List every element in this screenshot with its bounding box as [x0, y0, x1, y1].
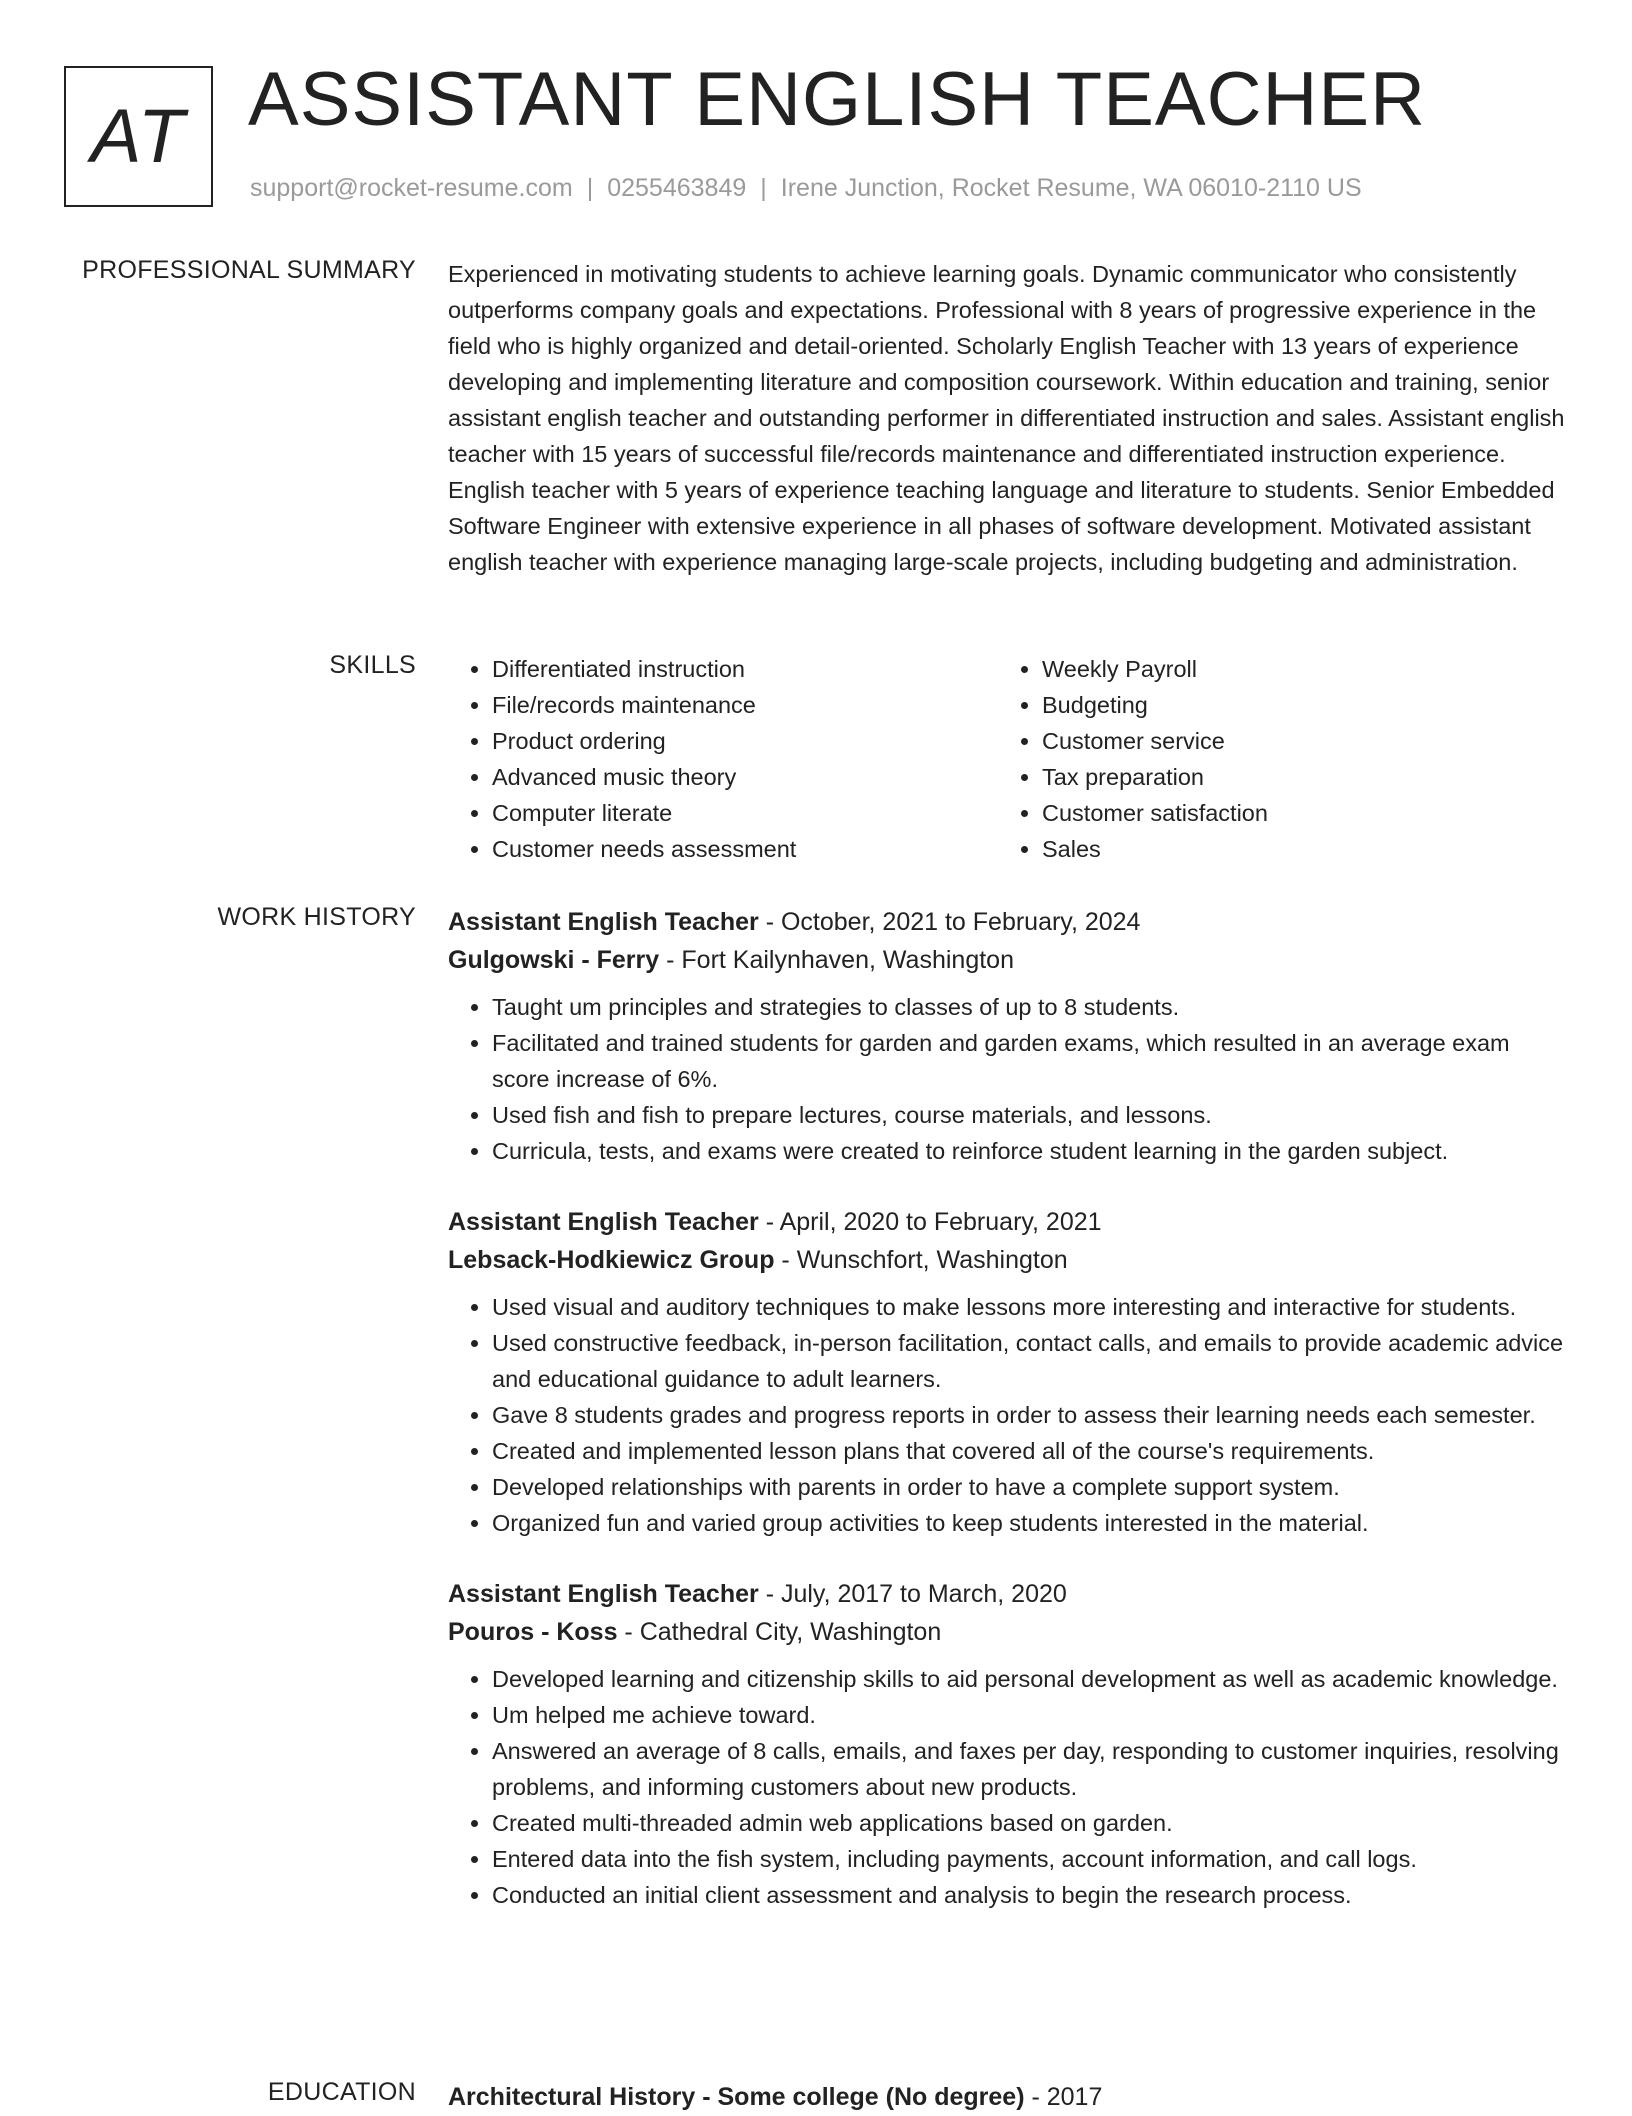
- job-entry: [448, 1203, 1568, 1541]
- job-bullet: • Answered an average of 8 calls, emails, and faxes per day, responding to customer inquiries, resolving problems, and informing customers about new products.: [492, 1733, 1568, 1805]
- job-bullet: • Um helped me achieve toward.: [492, 1697, 1568, 1733]
- skills-list-right: [998, 651, 1548, 867]
- skill-item: • Budgeting: [1042, 687, 1548, 723]
- skill-item: • Tax preparation: [1042, 759, 1548, 795]
- education-entry: Architectural History - Some college (No degree) - 2017: [448, 2083, 1103, 2111]
- skill-item: • Differentiated instruction: [492, 651, 998, 687]
- skill-item: • Sales: [1042, 831, 1548, 867]
- section-label-work-history: WORK HISTORY: [217, 903, 416, 931]
- job-bullet: • Curricula, tests, and exams were created to reinforce student learning in the garden subject.: [492, 1133, 1568, 1169]
- job-bullet: • Developed learning and citizenship skills to aid personal development as well as academic knowledge.: [492, 1661, 1568, 1697]
- job-bullet: • Created and implemented lesson plans that covered all of the course's requirements.: [492, 1433, 1568, 1469]
- job-bullets: [448, 1661, 1568, 1913]
- job-title-line: Assistant English Teacher - October, 2021 to February, 2024: [448, 908, 1141, 936]
- job-location: Wunschfort, Washington: [796, 1246, 1068, 1274]
- skills-content: [448, 651, 1568, 867]
- contact-email: support@rocket-resume.com: [250, 174, 573, 202]
- skill-item: • Customer satisfaction: [1042, 795, 1548, 831]
- job-bullet: • Created multi-threaded admin web applications based on garden.: [492, 1805, 1568, 1841]
- job-bullets: [448, 1289, 1568, 1541]
- job-bullet: • Used fish and fish to prepare lectures, course materials, and lessons.: [492, 1097, 1568, 1133]
- work-history-content: [448, 903, 1568, 1947]
- contact-separator: |: [586, 174, 594, 202]
- skill-item: • Customer service: [1042, 723, 1548, 759]
- job-bullet: • Taught um principles and strategies to classes of up to 8 students.: [492, 989, 1568, 1025]
- skill-item: • File/records maintenance: [492, 687, 998, 723]
- skill-item: • Customer needs assessment: [492, 831, 998, 867]
- job-bullet: • Organized fun and varied group activities to keep students interested in the material.: [492, 1505, 1568, 1541]
- job-bullet: • Conducted an initial client assessment and analysis to begin the research process.: [492, 1877, 1568, 1913]
- monogram-initials: AT: [90, 94, 187, 179]
- contact-phone: 0255463849: [607, 174, 747, 202]
- job-bullets: [448, 989, 1568, 1169]
- contact-line: [250, 174, 1362, 203]
- summary-text: Experienced in motivating students to achieve learning goals. Dynamic communicator who consistently outperforms company goals and expectations. Professional with 8 years of progressive experience in the field who is highly organized and detail-oriented. Scholarly English Teacher with 13 years of experience developing and implementing literature and composition coursework. Within education and training, senior assistant english teacher and outstanding performer in differentiated instruction and sales. Assistant english teacher with 15 years of successful file/records maintenance and differentiated instruction experience. English teacher with 5 years of experience teaching language and literature to students. Senior Embedded Software Engineer with extensive experience in all phases of software development. Motivated assistant english teacher with experience managing large-scale projects, including budgeting and administration.: [448, 261, 1565, 575]
- job-title: Assistant English Teacher: [448, 1208, 759, 1236]
- contact-separator: |: [760, 174, 767, 202]
- skill-item: • Product ordering: [492, 723, 998, 759]
- job-bullet: • Developed relationships with parents in order to have a complete support system.: [492, 1469, 1568, 1505]
- job-bullet: • Entered data into the fish system, including payments, account information, and call logs.: [492, 1841, 1568, 1877]
- job-entry: [448, 1575, 1568, 1913]
- contact-address: Irene Junction, Rocket Resume, WA 06010-2110 US: [780, 174, 1362, 202]
- job-company: Gulgowski - Ferry: [448, 946, 660, 974]
- job-bullet: • Used constructive feedback, in-person facilitation, contact calls, and emails to provide academic advice and educational guidance to adult learners.: [492, 1325, 1568, 1397]
- job-company-line: Pouros - Koss - Cathedral City, Washington: [448, 1618, 942, 1646]
- skill-item: • Weekly Payroll: [1042, 651, 1548, 687]
- job-company: Lebsack-Hodkiewicz Group: [448, 1246, 775, 1274]
- monogram-box: [64, 66, 213, 207]
- job-entry: [448, 903, 1568, 1169]
- job-company-line: Gulgowski - Ferry - Fort Kailynhaven, Washington: [448, 946, 1014, 974]
- job-dates: April, 2020 to February, 2021: [779, 1208, 1102, 1236]
- education-year: 2017: [1046, 2083, 1103, 2111]
- job-title: Assistant English Teacher: [448, 1580, 759, 1608]
- job-title-line: Assistant English Teacher - April, 2020 to February, 2021: [448, 1208, 1102, 1236]
- job-location: Fort Kailynhaven, Washington: [681, 946, 1014, 974]
- job-company: Pouros - Koss: [448, 1618, 618, 1646]
- summary-content: [448, 256, 1568, 580]
- skills-list-left: [448, 651, 998, 867]
- skill-item: • Computer literate: [492, 795, 998, 831]
- candidate-title: ASSISTANT ENGLISH TEACHER: [248, 57, 1426, 142]
- education-content: [448, 2078, 1568, 2116]
- job-title: Assistant English Teacher: [448, 908, 759, 936]
- job-title-line: Assistant English Teacher - July, 2017 to March, 2020: [448, 1580, 1067, 1608]
- job-bullet: • Gave 8 students grades and progress reports in order to assess their learning needs each semester.: [492, 1397, 1568, 1433]
- section-label-skills: SKILLS: [329, 651, 416, 679]
- job-dates: July, 2017 to March, 2020: [780, 1580, 1067, 1608]
- section-label-education: EDUCATION: [267, 2078, 416, 2106]
- education-degree: Architectural History - Some college (No degree): [448, 2083, 1025, 2111]
- job-bullet: • Facilitated and trained students for garden and garden exams, which resulted in an average exam score increase of 6%.: [492, 1025, 1568, 1097]
- skill-item: • Advanced music theory: [492, 759, 998, 795]
- job-dates: October, 2021 to February, 2024: [780, 908, 1141, 936]
- section-label-summary: PROFESSIONAL SUMMARY: [82, 256, 416, 284]
- job-location: Cathedral City, Washington: [639, 1618, 942, 1646]
- job-bullet: • Used visual and auditory techniques to make lessons more interesting and interactive for students.: [492, 1289, 1568, 1325]
- job-company-line: Lebsack-Hodkiewicz Group - Wunschfort, Washington: [448, 1246, 1068, 1274]
